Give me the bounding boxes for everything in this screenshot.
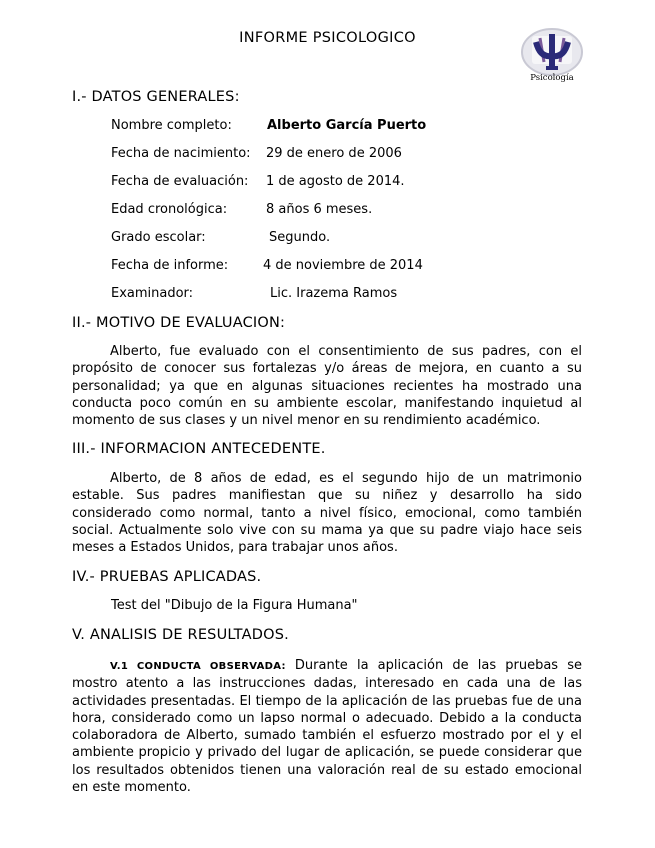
field-value-examinador: Lic. Irazema Ramos	[270, 286, 398, 301]
field-value-evaluacion: 1 de agosto de 2014.	[266, 174, 405, 189]
section-heading-pruebas: IV.- PRUEBAS APLICADAS.	[72, 569, 262, 585]
field-value-edad: 8 años 6 meses.	[266, 202, 373, 217]
field-row-nacimiento	[111, 146, 402, 161]
field-row-grado	[111, 230, 331, 245]
paragraph-antecedente-text: Alberto, de 8 años de edad, es el segundo hijo de un matrimonio estable. Sus padres manifiestan que su niñez y desarrollo ha sido considerado como normal, tanto a nivel físico, emocional, como también social. Actualmente solo vive con su mama ya que su padre viajo hace seis meses a Estados Unidos, para trabajar unos años.	[72, 471, 582, 556]
section-heading-datos: I.- DATOS GENERALES:	[72, 89, 240, 105]
subsection-label: V.1 CONDUCTA OBSERVADA:	[110, 661, 286, 672]
paragraph-analisis	[72, 657, 582, 796]
section-heading-motivo: II.- MOTIVO DE EVALUACION:	[72, 315, 286, 331]
document-title: INFORME PSICOLOGICO	[239, 30, 416, 46]
test-item: Test del "Dibujo de la Figura Humana"	[111, 598, 358, 613]
field-value-informe: 4 de noviembre de 2014	[263, 258, 423, 273]
field-label: Nombre completo:	[111, 118, 232, 133]
field-row-examinador	[111, 286, 398, 301]
field-label: Fecha de informe:	[111, 258, 229, 273]
field-label: Fecha de evaluación:	[111, 174, 249, 189]
field-row-evaluacion	[111, 174, 405, 189]
field-value-grado: Segundo.	[269, 230, 331, 245]
field-label: Edad cronológica:	[111, 202, 228, 217]
field-row-informe	[111, 258, 423, 273]
paragraph-motivo-text: Alberto, fue evaluado con el consentimiento de sus padres, con el propósito de conocer sus fortalezas y/o áreas de mejora, en cuanto a su personalidad; ya que en algunas situaciones recientes ha mostrado una conducta poco común en su ambiente escolar, manifestando inquietud al momento de sus clases y un nivel menor en su rendimiento académico.	[72, 344, 582, 429]
logo-caption: Psicología	[530, 73, 574, 83]
field-row-nombre	[111, 118, 427, 133]
field-value-nombre: Alberto García Puerto	[267, 118, 427, 133]
paragraph-motivo	[72, 343, 582, 429]
field-row-edad	[111, 202, 373, 217]
paragraph-analisis-text: Durante la aplicación de las pruebas se mostro atento a las instrucciones dadas, interesado en cada una de las actividades presentadas. El tiempo de la aplicación de las pruebas fue de una hora, considerado como un lapso normal o adecuado. Debido a la conducta colaboradora de Alberto, sumado también el esfuerzo mostrado por el y el ambiente propicio y privado del lugar de aplicación, se puede considerar que los resultados obtenidos tienen una valoración real de su estado emocional en este momento.	[72, 658, 582, 796]
field-value-nacimiento: 29 de enero de 2006	[266, 146, 402, 161]
field-label: Fecha de nacimiento:	[111, 146, 251, 161]
field-label: Examinador:	[111, 286, 194, 301]
section-heading-antecedente: III.- INFORMACION ANTECEDENTE.	[72, 441, 326, 457]
section-heading-analisis: V. ANALISIS DE RESULTADOS.	[72, 627, 289, 643]
field-label: Grado escolar:	[111, 230, 206, 245]
paragraph-antecedente	[72, 470, 582, 556]
